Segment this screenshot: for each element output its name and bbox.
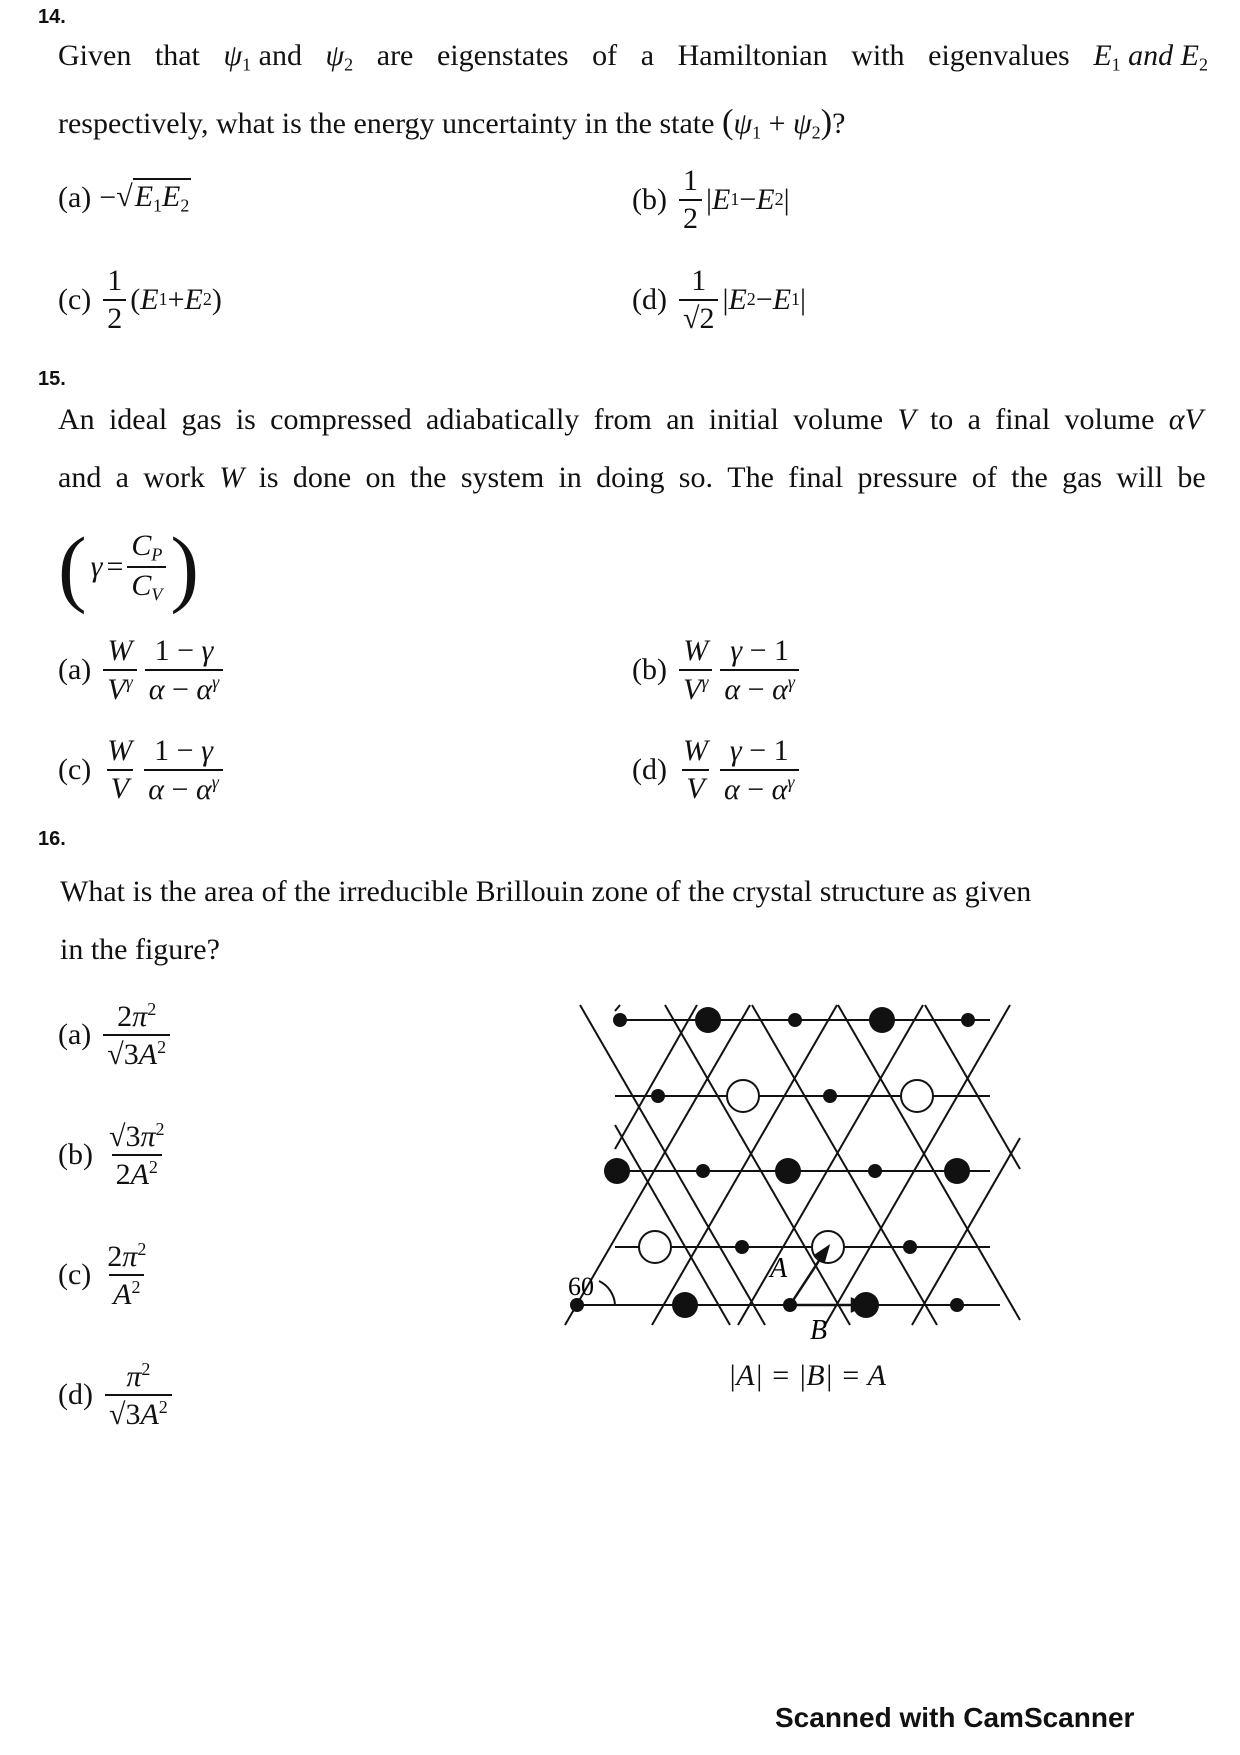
small-atom <box>651 1089 665 1103</box>
q16-option-a[interactable]: (a) $\frac{2\pi^2}{√3A^2}$ <box>58 1000 174 1071</box>
figure-caption: |A| = |B| = A <box>728 1359 886 1392</box>
q16-number: 16. <box>38 828 66 850</box>
q15-stem-line2: and a work W is done on the system in doing so. The final pressure of the gas will be <box>58 461 1206 494</box>
q15-option-b[interactable]: (b) $\frac{W}{V^\gamma}$ $\frac{\gamma - 1}{\alpha - \alpha^\gamma}$ <box>632 635 803 705</box>
small-atom <box>735 1240 749 1254</box>
angle-label: 60 <box>568 1272 594 1301</box>
triangular-lattice-figure <box>568 985 1020 1346</box>
q16-option-d[interactable]: (d) $\frac{\pi^2}{√3A^2}$ <box>58 1360 176 1431</box>
q15-option-c[interactable]: (c) $\frac{W}{V}$ $\frac{1 - \gamma}{\alpha - \alpha^\gamma}$ <box>58 735 227 805</box>
q16-stem-line2: in the figure? <box>60 933 220 966</box>
large-atom <box>775 1158 801 1184</box>
q15-option-d[interactable]: (d) $\frac{W}{V}$ $\frac{\gamma - 1}{\alpha - \alpha^\gamma}$ <box>632 735 803 805</box>
small-atom <box>903 1240 917 1254</box>
large-atom <box>672 1292 698 1318</box>
small-atom <box>696 1164 710 1178</box>
large-atom <box>695 1007 721 1033</box>
q14-number: 14. <box>38 6 66 28</box>
q15-number: 15. <box>38 368 66 390</box>
q15-option-a[interactable]: (a) $\frac{W}{V^\gamma}$ $\frac{1 - \gamma}{\alpha - \alpha^\gamma}$ <box>58 635 227 705</box>
vector-b-label: B <box>810 1315 828 1346</box>
large-atom <box>944 1158 970 1184</box>
small-atom <box>788 1013 802 1027</box>
scanner-watermark: Scanned with CamScanner <box>775 1702 1135 1733</box>
q14-option-a[interactable]: (a) − $√E_1E_2$ <box>58 180 190 216</box>
q14-option-c[interactable]: (c) $\frac{1}{2}$ ( E 1 + E 2 ) <box>58 264 222 335</box>
vector-a-label: A <box>770 1253 788 1284</box>
q14-stem-line2: respectively, what is the energy uncertainty in the state $(\psi_1 + \psi_2)$? <box>58 103 846 143</box>
small-atom <box>961 1013 975 1027</box>
open-atom <box>639 1231 671 1263</box>
angle-arc <box>599 1281 615 1305</box>
small-atom <box>823 1089 837 1103</box>
large-atom <box>869 1007 895 1033</box>
q16-option-b[interactable]: (b) $\frac{√3\pi^2}{2A^2}$ <box>58 1119 165 1192</box>
q14-stem-line1: Given that $\psi_1$ and $\psi_2$ are eigenstates of a Hamiltonian with eigenvalues $E_1$ and $E_2$ <box>58 39 1208 75</box>
q16-option-c[interactable]: (c) $\frac{2\pi^2}{A^2}$ <box>58 1239 147 1312</box>
large-atom <box>604 1158 630 1184</box>
q15-gamma-definition: ( γ = $\frac{C_P}{C_V}$ ) <box>58 519 200 615</box>
open-atom <box>727 1080 759 1112</box>
small-atom <box>613 1013 627 1027</box>
q14-option-d[interactable]: (d) $\frac{1}{√2}$ | E 2 − E 1 | <box>632 264 807 335</box>
open-atom <box>901 1080 933 1112</box>
small-atom <box>950 1298 964 1312</box>
q15-stem-line1: An ideal gas is compressed adiabatically from an initial volume V to a final volume αV <box>58 403 1203 436</box>
small-atom <box>868 1164 882 1178</box>
q16-stem-line1: What is the area of the irreducible Brillouin zone of the crystal structure as given <box>60 875 1032 908</box>
q14-option-b[interactable]: (b) $\frac{1}{2}$ | E 1 − E 2 | <box>632 164 790 235</box>
